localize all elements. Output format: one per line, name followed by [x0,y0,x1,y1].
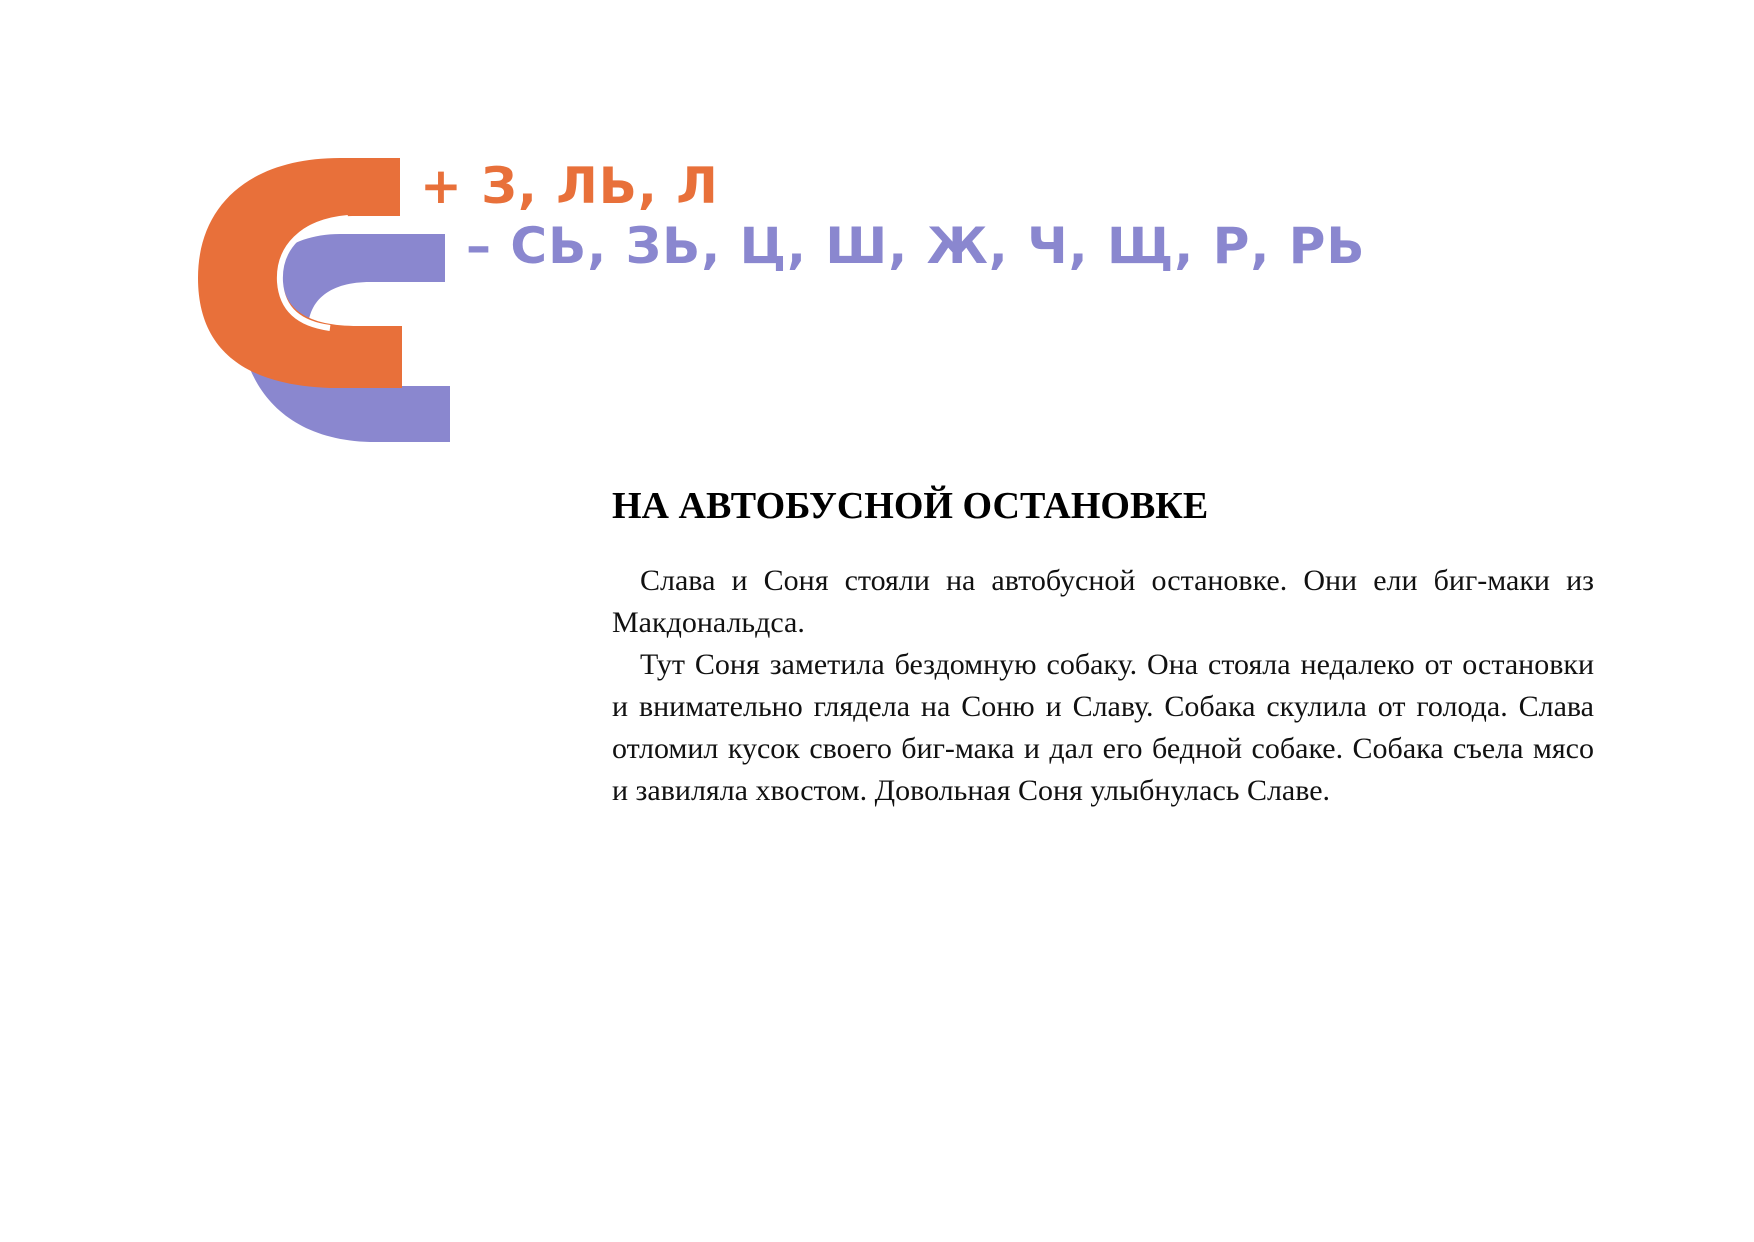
excluded-sounds-line [466,218,1366,274]
excluded-sounds-text: – СЬ, ЗЬ, Ц, Ш, Ж, Ч, Щ, Р, РЬ [466,217,1366,275]
story-paragraph-1: Слава и Соня стояли на автобусной остановке. Они ели биг-маки из Макдональдса. [612,564,1594,639]
story-paragraph-2: Тут Соня заметила бездомную собаку. Она стояла недалеко от остановки и внимательно глядела на Соню и Славу. Собака скулила от голода. Слава отломил кусок своего биг-мака и дал его бедной собаке. Собака съела мясо и завиляла хвостом. Довольная Соня улыбнулась Славе. [612,648,1594,807]
allowed-sounds-text: + З, ЛЬ, Л [420,157,719,215]
story-title: НА АВТОБУСНОЙ ОСТАНОВКЕ [612,485,1209,527]
allowed-sounds-line [420,158,719,214]
story-body [612,560,1594,812]
